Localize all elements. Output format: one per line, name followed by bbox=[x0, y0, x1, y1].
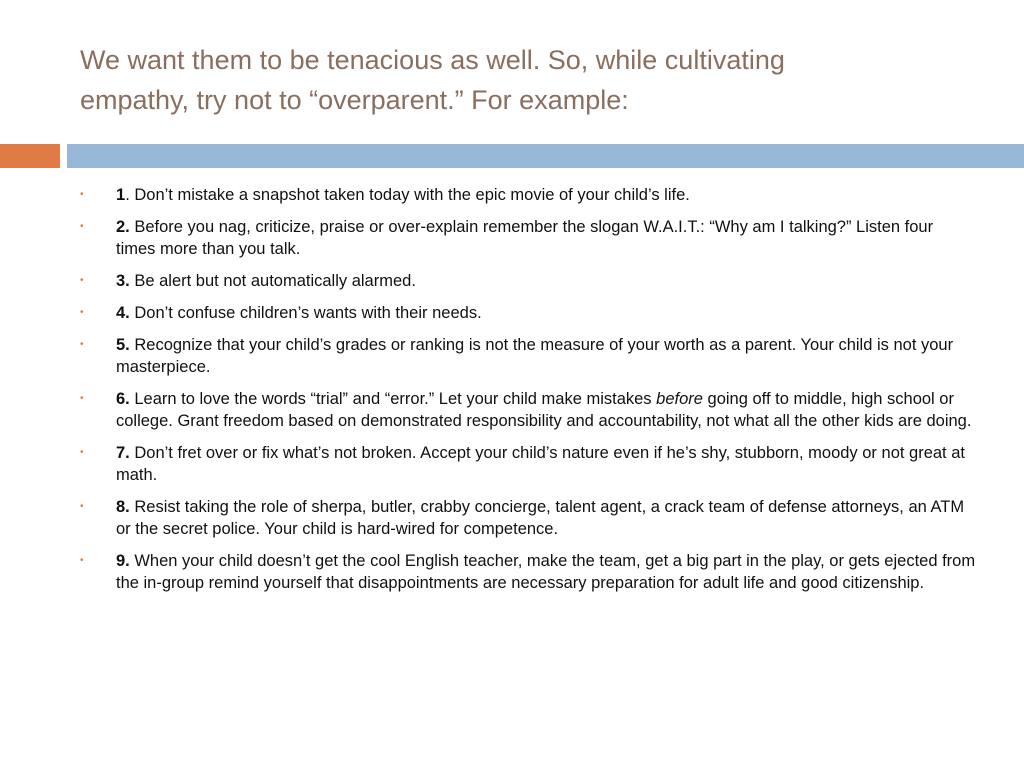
list-item bbox=[76, 388, 976, 432]
bullet-icon: • bbox=[80, 307, 84, 318]
list-item bbox=[76, 184, 976, 206]
item-number: 9. bbox=[116, 552, 130, 570]
bullet-icon: • bbox=[80, 275, 84, 286]
item-text: When your child doesn’t get the cool English teacher, make the team, get a big part in the play, or gets ejected from the in-group remind yourself that disappointments are necessary preparation for adult life and good citizenship. bbox=[116, 552, 976, 592]
item-number: 7. bbox=[116, 444, 130, 462]
bullet-icon: • bbox=[80, 189, 84, 200]
item-number: 4. bbox=[116, 304, 130, 322]
bullet-icon: • bbox=[80, 501, 84, 512]
item-text: . Don’t mistake a snapshot taken today with the epic movie of your child’s life. bbox=[125, 186, 690, 204]
item-number: 2. bbox=[116, 218, 130, 236]
slide-title bbox=[80, 40, 980, 120]
bullet-icon: • bbox=[80, 393, 84, 404]
divider-bar bbox=[67, 144, 1024, 168]
item-number: 3. bbox=[116, 272, 130, 290]
list-item bbox=[76, 442, 976, 486]
title-line-2: empathy, try not to “overparent.” For example: bbox=[80, 85, 629, 115]
item-text-after: going off to middle, high school or college. Grant freedom based on demonstrated responsibility and accountability, not what all the other kids are doing. bbox=[116, 390, 972, 430]
item-text: Before you nag, criticize, praise or over-explain remember the slogan W.A.I.T.: “Why am I talking?” Listen four times more than you talk. bbox=[116, 218, 934, 258]
bullet-icon: • bbox=[80, 221, 84, 232]
item-text-emphasis: before bbox=[656, 390, 703, 408]
list-item bbox=[76, 496, 976, 540]
item-number: 5. bbox=[116, 336, 130, 354]
list-item bbox=[76, 302, 976, 324]
bullet-icon: • bbox=[80, 555, 84, 566]
item-text: Don’t fret over or fix what’s not broken. Accept your child’s nature even if he’s shy, stubborn, moody or not great at math. bbox=[116, 444, 965, 484]
list-item bbox=[76, 270, 976, 292]
item-text: Recognize that your child’s grades or ranking is not the measure of your worth as a parent. Your child is not your masterpiece. bbox=[116, 336, 954, 376]
item-text: Be alert but not automatically alarmed. bbox=[129, 272, 416, 290]
bullet-icon: • bbox=[80, 447, 84, 458]
list-item bbox=[76, 334, 976, 378]
item-text: Resist taking the role of sherpa, butler, crabby concierge, talent agent, a crack team of defense attorneys, an ATM or the secret police. Your child is hard-wired for competence. bbox=[116, 498, 965, 538]
bullet-list bbox=[76, 184, 976, 604]
item-text: Don’t confuse children’s wants with their needs. bbox=[129, 304, 482, 322]
accent-bar bbox=[0, 144, 60, 168]
list-item bbox=[76, 550, 976, 594]
item-number: 1 bbox=[116, 186, 126, 204]
bullet-icon: • bbox=[80, 339, 84, 350]
item-number: 8. bbox=[116, 498, 130, 516]
item-number: 6. bbox=[116, 390, 130, 408]
item-text bbox=[116, 390, 971, 430]
title-line-1: We want them to be tenacious as well. So, while cultivating bbox=[80, 45, 785, 75]
list-item bbox=[76, 216, 976, 260]
item-text-before: Learn to love the words “trial” and “error.” Let your child make mistakes bbox=[129, 390, 657, 408]
